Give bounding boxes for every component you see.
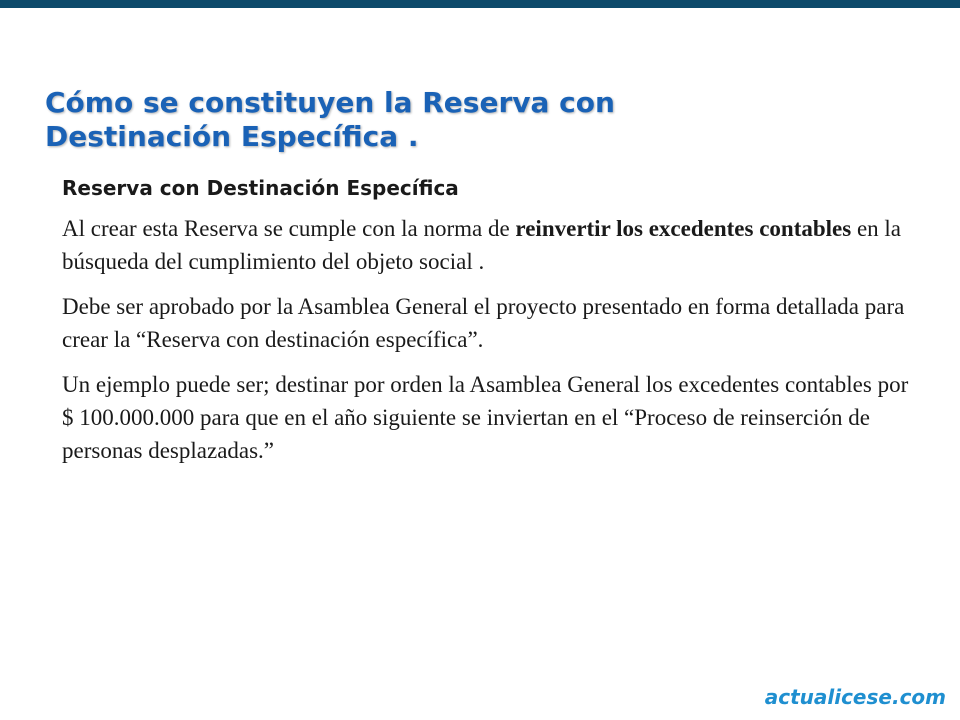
paragraph-1-text-end: en la búsqueda del cumplimiento del objeto social . bbox=[62, 216, 902, 274]
slide-title-line-2: Destinación Específica . bbox=[45, 120, 419, 153]
section-subheading: Reserva con Destinación Específica bbox=[62, 176, 459, 200]
brand-logo-text: actualicese.com bbox=[764, 685, 946, 709]
paragraph-1 bbox=[62, 212, 917, 278]
paragraph-1-bold-text: reinvertir los excedentes contables bbox=[515, 216, 852, 241]
slide-title-line-1: Cómo se constituyen la Reserva con bbox=[45, 86, 615, 119]
paragraph-1-text-start: Al crear esta Reserva se cumple con la norma de bbox=[62, 216, 516, 241]
slide-body bbox=[62, 212, 917, 479]
paragraph-2: Debe ser aprobado por la Asamblea General el proyecto presentado en forma detallada para crear la “Reserva con destinación específica”. bbox=[62, 294, 905, 352]
paragraph-3: Un ejemplo puede ser; destinar por orden la Asamblea General los excedentes contables por $ 100.000.000 para que en el año siguiente se inviertan en el “Proceso de reinserción de personas desplazadas.” bbox=[62, 372, 909, 463]
slide-title bbox=[45, 86, 865, 154]
top-accent-bar bbox=[0, 0, 960, 8]
